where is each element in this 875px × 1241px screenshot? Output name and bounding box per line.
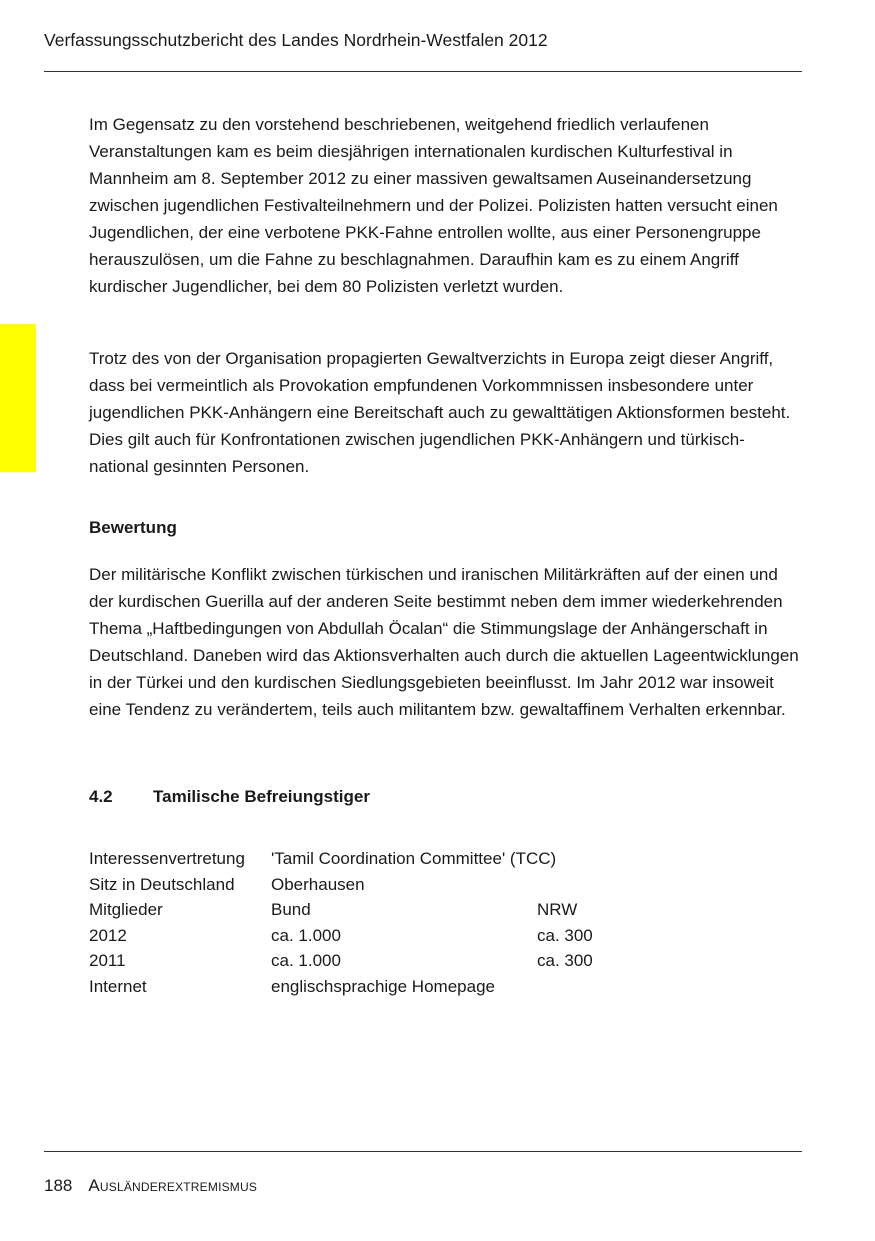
- section-number: 4.2: [89, 787, 113, 806]
- table-cell: Sitz in Deutschland: [89, 874, 235, 894]
- table-cell: Bund: [271, 900, 311, 920]
- footer-section-name: Ausländerextremismus: [88, 1176, 258, 1195]
- header-rule: [44, 71, 802, 72]
- table-row: [89, 951, 593, 977]
- table-cell: Oberhausen: [271, 874, 365, 894]
- table-cell: ca. 1.000: [271, 951, 341, 971]
- page-header-title: Verfassungsschutzbericht des Landes Nordrhein-Westfalen 2012: [44, 30, 548, 50]
- bewertung-paragraph: Der militärische Konflikt zwischen türkischen und iranischen Militärkräften auf der einen und der kurdischen Guerilla auf der anderen Seite bestimmt neben dem immer wiederkehrenden Thema „Haftbedingungen von Abdullah Öcalan“ die Stimmungslage der Anhängerschaft in Deutschland. Daneben wird das Aktionsverhalten auch durch die aktuellen Lageentwicklungen in der Türkei und den kurdischen Siedlungsgebieten beeinflusst. Im Jahr 2012 war insoweit eine Tendenz zu verändertem, teils auch militantem bzw. gewaltaffinem Verhalten erkennbar.: [89, 565, 799, 719]
- table-cell: Internet: [89, 976, 147, 996]
- paragraph-gewaltverzicht: Trotz des von der Organisation propagierten Gewaltverzichts in Europa zeigt dieser Angriff, dass bei vermeintlich als Provokation empfundenen Vorkommnissen insbesondere unter jugendlichen PKK-Anhängern eine Bereitschaft auch zu gewalttätigen Aktionsformen besteht. Dies gilt auch für Konfrontationen zwischen jugendlichen PKK-Anhängern und türkisch-national gesinnten Personen.: [89, 349, 791, 476]
- table-row: [89, 849, 593, 875]
- table-cell: 2011: [89, 951, 126, 971]
- table-cell: 'Tamil Coordination Committee' (TCC): [271, 849, 557, 868]
- table-cell: ca. 300: [537, 925, 593, 945]
- page-footer: [44, 1176, 257, 1196]
- table-cell: Interessenvertretung: [89, 849, 245, 868]
- table-cell: Mitglieder: [89, 900, 163, 920]
- table-cell: ca. 300: [537, 951, 593, 971]
- table-cell: 2012: [89, 925, 127, 945]
- table-cell: NRW: [537, 900, 578, 920]
- table-row: [89, 875, 593, 901]
- page-number: 188: [44, 1176, 73, 1195]
- chapter-side-marker: [0, 324, 36, 472]
- organisation-info-table: [89, 849, 593, 1003]
- footer-rule: [44, 1151, 802, 1152]
- table-row: [89, 900, 593, 926]
- table-row: [89, 977, 593, 1003]
- table-cell: englischsprachige Homepage: [271, 976, 495, 996]
- table-cell: [537, 875, 593, 901]
- table-row: [89, 926, 593, 952]
- section-heading: [89, 787, 370, 807]
- paragraph-mannheim-festival: Im Gegensatz zu den vorstehend beschriebenen, weitgehend friedlich verlaufenen Veranstaltungen kam es beim diesjährigen internationalen kurdischen Kulturfestival in Mannheim am 8. September 2012 zu einer massiven gewaltsamen Auseinandersetzung zwischen jugendlichen Festivalteilnehmern und der Polizei. Polizisten hatten versucht einen Jugendlichen, der eine verbotene PKK-Fahne entrollen wollte, aus einer Personengruppe herauszulösen, um die Fahne zu beschlagnahmen. Daraufhin kam es zu einem Angriff kurdischer Jugendlicher, bei dem 80 Polizisten verletzt wurden.: [89, 115, 778, 296]
- section-title: Tamilische Befreiungstiger: [153, 787, 370, 806]
- bewertung-heading: Bewertung: [89, 518, 177, 537]
- table-cell: ca. 1.000: [271, 925, 341, 945]
